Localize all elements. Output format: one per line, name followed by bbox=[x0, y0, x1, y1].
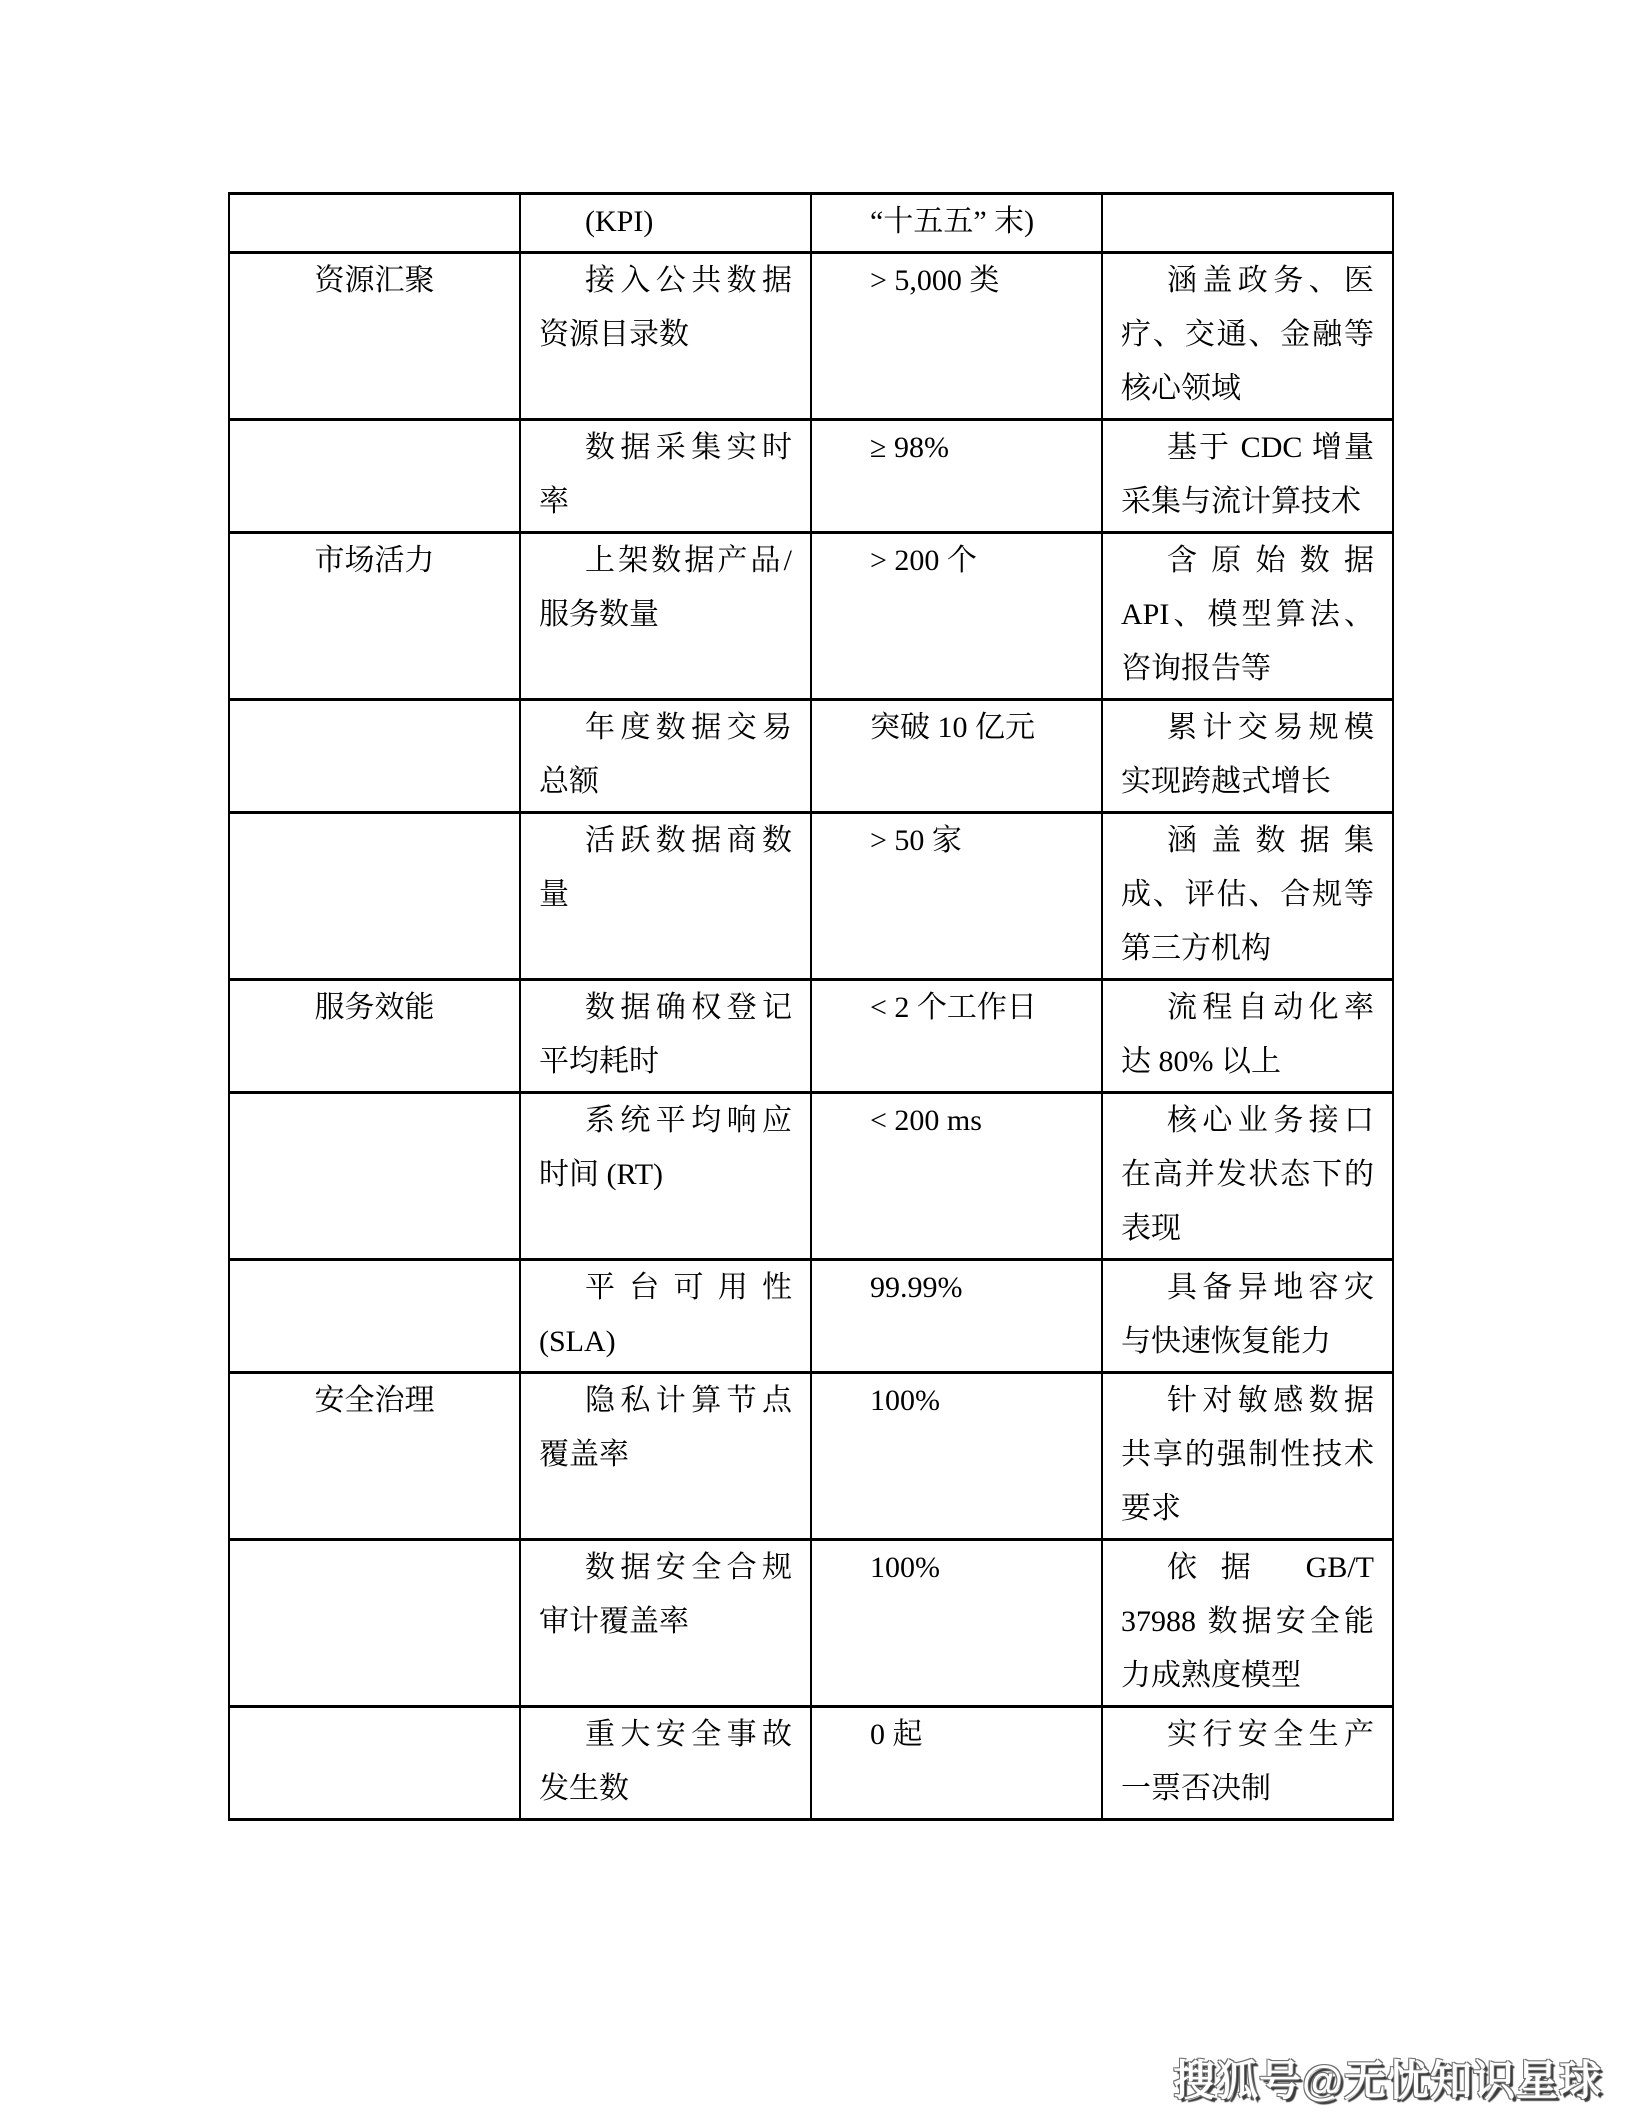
remark-cell bbox=[1102, 1540, 1393, 1707]
kpi-cell bbox=[520, 533, 811, 700]
category-cell bbox=[229, 1707, 520, 1820]
header-remark-cell bbox=[1102, 194, 1393, 253]
kpi-cell bbox=[520, 253, 811, 420]
category-cell bbox=[229, 700, 520, 813]
kpi-cell-text: 数据安全合规审计覆盖率 bbox=[539, 1551, 792, 1638]
kpi-cell-text: 重大安全事故发生数 bbox=[539, 1718, 792, 1805]
remark-cell bbox=[1102, 420, 1393, 533]
header-kpi-cell bbox=[520, 194, 811, 253]
kpi-cell-text: 活跃数据商数量 bbox=[539, 824, 792, 911]
kpi-cell bbox=[520, 1093, 811, 1260]
category-cell bbox=[229, 1093, 520, 1260]
remark-cell-text: 具备异地容灾与快速恢复能力 bbox=[1121, 1271, 1374, 1358]
kpi-cell bbox=[520, 700, 811, 813]
target-cell-text: > 50 家 bbox=[870, 824, 962, 857]
category-cell bbox=[229, 813, 520, 980]
kpi-table bbox=[228, 192, 1394, 1821]
remark-cell bbox=[1102, 1707, 1393, 1820]
remark-cell bbox=[1102, 700, 1393, 813]
remark-cell-text: 基于 CDC 增量采集与流计算技术 bbox=[1121, 431, 1374, 518]
remark-cell bbox=[1102, 253, 1393, 420]
category-cell bbox=[229, 1540, 520, 1707]
target-cell-text: 100% bbox=[870, 1384, 940, 1417]
target-cell-text: 100% bbox=[870, 1551, 940, 1584]
kpi-cell bbox=[520, 1260, 811, 1373]
kpi-cell bbox=[520, 813, 811, 980]
category-cell-text: 服务效能 bbox=[314, 991, 435, 1024]
table-row bbox=[229, 1373, 1393, 1540]
remark-cell bbox=[1102, 813, 1393, 980]
target-cell-text: 99.99% bbox=[870, 1271, 963, 1304]
remark-cell-text: 涵盖政务、医疗、交通、金融等核心领域 bbox=[1121, 264, 1374, 405]
table-row bbox=[229, 1707, 1393, 1820]
target-cell-text: 突破 10 亿元 bbox=[870, 711, 1035, 744]
target-cell bbox=[811, 1373, 1102, 1540]
remark-cell-text: 实行安全生产一票否决制 bbox=[1121, 1718, 1374, 1805]
table-row bbox=[229, 700, 1393, 813]
target-cell bbox=[811, 980, 1102, 1093]
category-cell bbox=[229, 1373, 520, 1540]
kpi-cell-text: 平台可用性(SLA) bbox=[539, 1271, 792, 1358]
remark-cell bbox=[1102, 1260, 1393, 1373]
remark-cell-text: 含原始数据 API、模型算法、咨询报告等 bbox=[1121, 544, 1374, 685]
target-cell bbox=[811, 700, 1102, 813]
target-cell-text: ≥ 98% bbox=[870, 431, 949, 464]
kpi-cell-text: 隐私计算节点覆盖率 bbox=[539, 1384, 792, 1471]
remark-cell-text: 核心业务接口在高并发状态下的表现 bbox=[1121, 1104, 1374, 1245]
table-header-row bbox=[229, 194, 1393, 253]
category-cell-text: 安全治理 bbox=[314, 1384, 435, 1417]
watermark: 搜狐号@无忧知识星球 bbox=[1173, 2057, 1602, 2104]
target-cell-text: < 200 ms bbox=[870, 1104, 982, 1137]
table-row bbox=[229, 1260, 1393, 1373]
target-cell bbox=[811, 813, 1102, 980]
category-cell-text: 市场活力 bbox=[314, 544, 435, 577]
kpi-cell bbox=[520, 980, 811, 1093]
kpi-cell bbox=[520, 1373, 811, 1540]
kpi-cell bbox=[520, 420, 811, 533]
remark-cell-text: 依据 GB/T 37988 数据安全能力成熟度模型 bbox=[1121, 1551, 1374, 1692]
remark-cell bbox=[1102, 1093, 1393, 1260]
kpi-cell bbox=[520, 1707, 811, 1820]
category-cell bbox=[229, 980, 520, 1093]
category-cell-text: 资源汇聚 bbox=[314, 264, 435, 297]
table-row bbox=[229, 813, 1393, 980]
header-kpi-text: (KPI) bbox=[585, 205, 654, 238]
target-cell bbox=[811, 1260, 1102, 1373]
kpi-cell-text: 系统平均响应时间 (RT) bbox=[539, 1104, 792, 1191]
category-cell bbox=[229, 1260, 520, 1373]
header-target-text: “十五五” 末) bbox=[870, 205, 1035, 238]
table-row bbox=[229, 1093, 1393, 1260]
kpi-cell bbox=[520, 1540, 811, 1707]
target-cell bbox=[811, 420, 1102, 533]
table-row bbox=[229, 1540, 1393, 1707]
header-target-cell bbox=[811, 194, 1102, 253]
target-cell bbox=[811, 1540, 1102, 1707]
kpi-cell-text: 上架数据产品/服务数量 bbox=[539, 544, 792, 631]
remark-cell bbox=[1102, 533, 1393, 700]
kpi-table-body bbox=[229, 253, 1393, 1820]
remark-cell bbox=[1102, 1373, 1393, 1540]
target-cell bbox=[811, 533, 1102, 700]
kpi-cell-text: 接入公共数据资源目录数 bbox=[539, 264, 792, 351]
table-row bbox=[229, 253, 1393, 420]
target-cell-text: 0 起 bbox=[870, 1718, 923, 1751]
category-cell bbox=[229, 253, 520, 420]
category-cell bbox=[229, 420, 520, 533]
remark-cell bbox=[1102, 980, 1393, 1093]
target-cell-text: > 5,000 类 bbox=[870, 264, 1000, 297]
remark-cell-text: 涵盖数据集成、评估、合规等第三方机构 bbox=[1121, 824, 1374, 965]
target-cell bbox=[811, 1707, 1102, 1820]
remark-cell-text: 累计交易规模实现跨越式增长 bbox=[1121, 711, 1374, 798]
table-row bbox=[229, 533, 1393, 700]
target-cell bbox=[811, 253, 1102, 420]
target-cell bbox=[811, 1093, 1102, 1260]
kpi-cell-text: 数据确权登记平均耗时 bbox=[539, 991, 792, 1078]
target-cell-text: > 200 个 bbox=[870, 544, 977, 577]
kpi-cell-text: 年度数据交易总额 bbox=[539, 711, 792, 798]
remark-cell-text: 流程自动化率达 80% 以上 bbox=[1121, 991, 1374, 1078]
category-cell bbox=[229, 533, 520, 700]
table-row bbox=[229, 980, 1393, 1093]
target-cell-text: < 2 个工作日 bbox=[870, 991, 1037, 1024]
remark-cell-text: 针对敏感数据共享的强制性技术要求 bbox=[1121, 1384, 1374, 1525]
header-category-cell bbox=[229, 194, 520, 253]
kpi-cell-text: 数据采集实时率 bbox=[539, 431, 792, 518]
table-row bbox=[229, 420, 1393, 533]
